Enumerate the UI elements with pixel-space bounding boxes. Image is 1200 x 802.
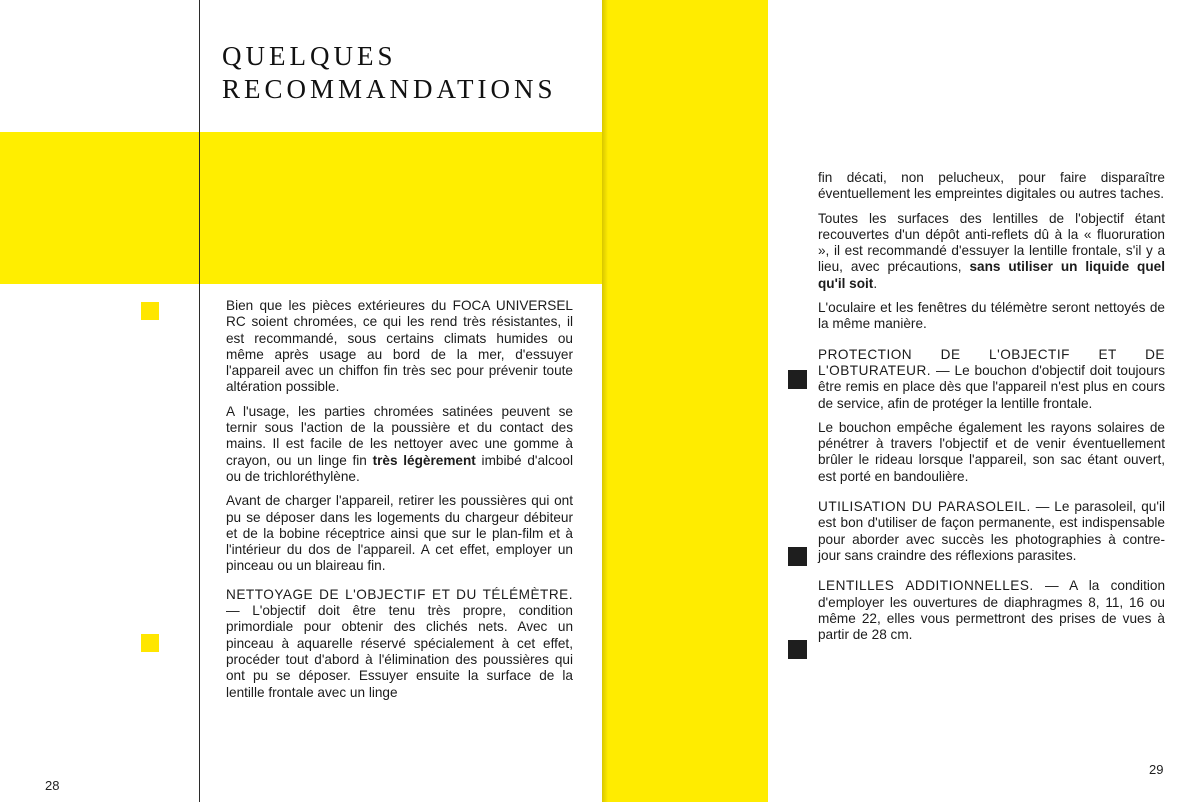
title-line-2: RECOMMANDATIONS xyxy=(222,74,557,104)
paragraph: Bien que les pièces extérieures du FOCA UNIVERSEL RC soient chromées, ce qui les rend très résistantes, il est recommandé, sous certains climats humides ou même après usage au bord de la mer, d'essuyer l'appareil avec un chiffon fin très sec pour prévenir toute altération possible. xyxy=(226,298,573,395)
yellow-band xyxy=(0,132,602,284)
paragraph: Toutes les surfaces des lentilles de l'objectif étant recouvertes d'un dépôt anti-reflets dû à la « fluoruration », il est recommandé d'essuyer la lentille frontale, s'il y a lieu, avec précautions, sans utiliser un liquide quel qu'il soit. xyxy=(818,210,1166,291)
section-heading: NETTOYAGE DE L'OBJECTIF ET DU TÉLÉMÈTRE. xyxy=(226,586,573,602)
section-heading: PROTECTION DE L'OBJECTIF ET DE L'OBTURATEUR. xyxy=(818,346,1165,378)
section-heading: UTILISATION DU PARASOLEIL. xyxy=(818,499,1031,515)
section-nettoyage: NETTOYAGE DE L'OBJECTIF ET DU TÉLÉMÈTRE. — L'objectif doit être tenu très propre, condition primordiale pour obtenir des clichés nets. Avec un pinceau à aquarelle réservé spécialement à cet effet, procéder tout d'abord à l'élimination des poussières qui ont pu se déposer. Essuyer ensuite la surface de la lentille frontale avec un linge xyxy=(226,586,573,700)
paragraph: A l'usage, les parties chromées satinées peuvent se ternir sous l'action de la poussière et du contact des mains. Il est facile de les nettoyer avec une gomme à crayon, ou un linge fin très légèrement imbibé d'alcool ou de trichloréthylène. xyxy=(226,403,574,484)
page-number-right: 29 xyxy=(1149,762,1164,777)
paragraph: fin décati, non pelucheux, pour faire disparaître éventuellement les empreintes digitales ou autres taches. xyxy=(818,170,1165,202)
section-protection: PROTECTION DE L'OBJECTIF ET DE L'OBTURATEUR. — Le bouchon d'objectif doit toujours être remis en place dès que l'appareil n'est plus en cours de service, afin de protéger la lentille frontale. xyxy=(818,346,1165,411)
center-gutter xyxy=(602,0,768,802)
yellow-square-marker xyxy=(141,302,159,320)
black-square-marker xyxy=(788,640,807,659)
yellow-square-marker xyxy=(141,634,159,652)
section-lentilles: LENTILLES ADDITIONNELLES. — A la condition d'employer les ouvertures de diaphragmes 8, 11, 16 ou même 22, elles vous permettront des prises de vues à partir de 28 cm. xyxy=(818,578,1165,643)
left-column-text xyxy=(226,298,573,709)
black-square-marker xyxy=(788,370,807,389)
title-line-1: QUELQUES xyxy=(222,41,397,71)
gutter-fold-shadow xyxy=(602,0,608,802)
section-parasoleil: UTILISATION DU PARASOLEIL. — Le parasoleil, qu'il est bon d'utiliser de façon permanente, est indispensable pour aborder avec succès les photographies à contre-jour sans craindre des réflexions parasites. xyxy=(818,499,1165,563)
bold-text: sans utiliser un liquide quel qu'il soit xyxy=(818,259,1166,291)
paragraph: Avant de charger l'appareil, retirer les poussières qui ont pu se déposer dans les logements du chargeur débiteur et de la bobine réceptrice ainsi que sur le plan-film et à l'intérieur du dos de l'appareil. A cet effet, employer un pinceau ou un blaireau fin. xyxy=(226,493,573,574)
right-column-text xyxy=(818,170,1165,651)
paragraph: L'oculaire et les fenêtres du télémètre seront nettoyés de la même manière. xyxy=(818,300,1165,332)
page-number-left: 28 xyxy=(45,778,60,793)
page-title xyxy=(222,40,557,106)
black-square-marker xyxy=(788,547,807,566)
bold-text: très légèrement xyxy=(372,452,476,468)
paragraph: Le bouchon empêche également les rayons solaires de pénétrer à travers l'objectif et de venir éventuellement brûler le rideau lorsque l'appareil, son sac étant ouvert, est porté en bandoulière. xyxy=(818,419,1165,484)
section-heading: LENTILLES ADDITIONNELLES. xyxy=(818,578,1034,594)
vertical-rule xyxy=(199,0,200,802)
